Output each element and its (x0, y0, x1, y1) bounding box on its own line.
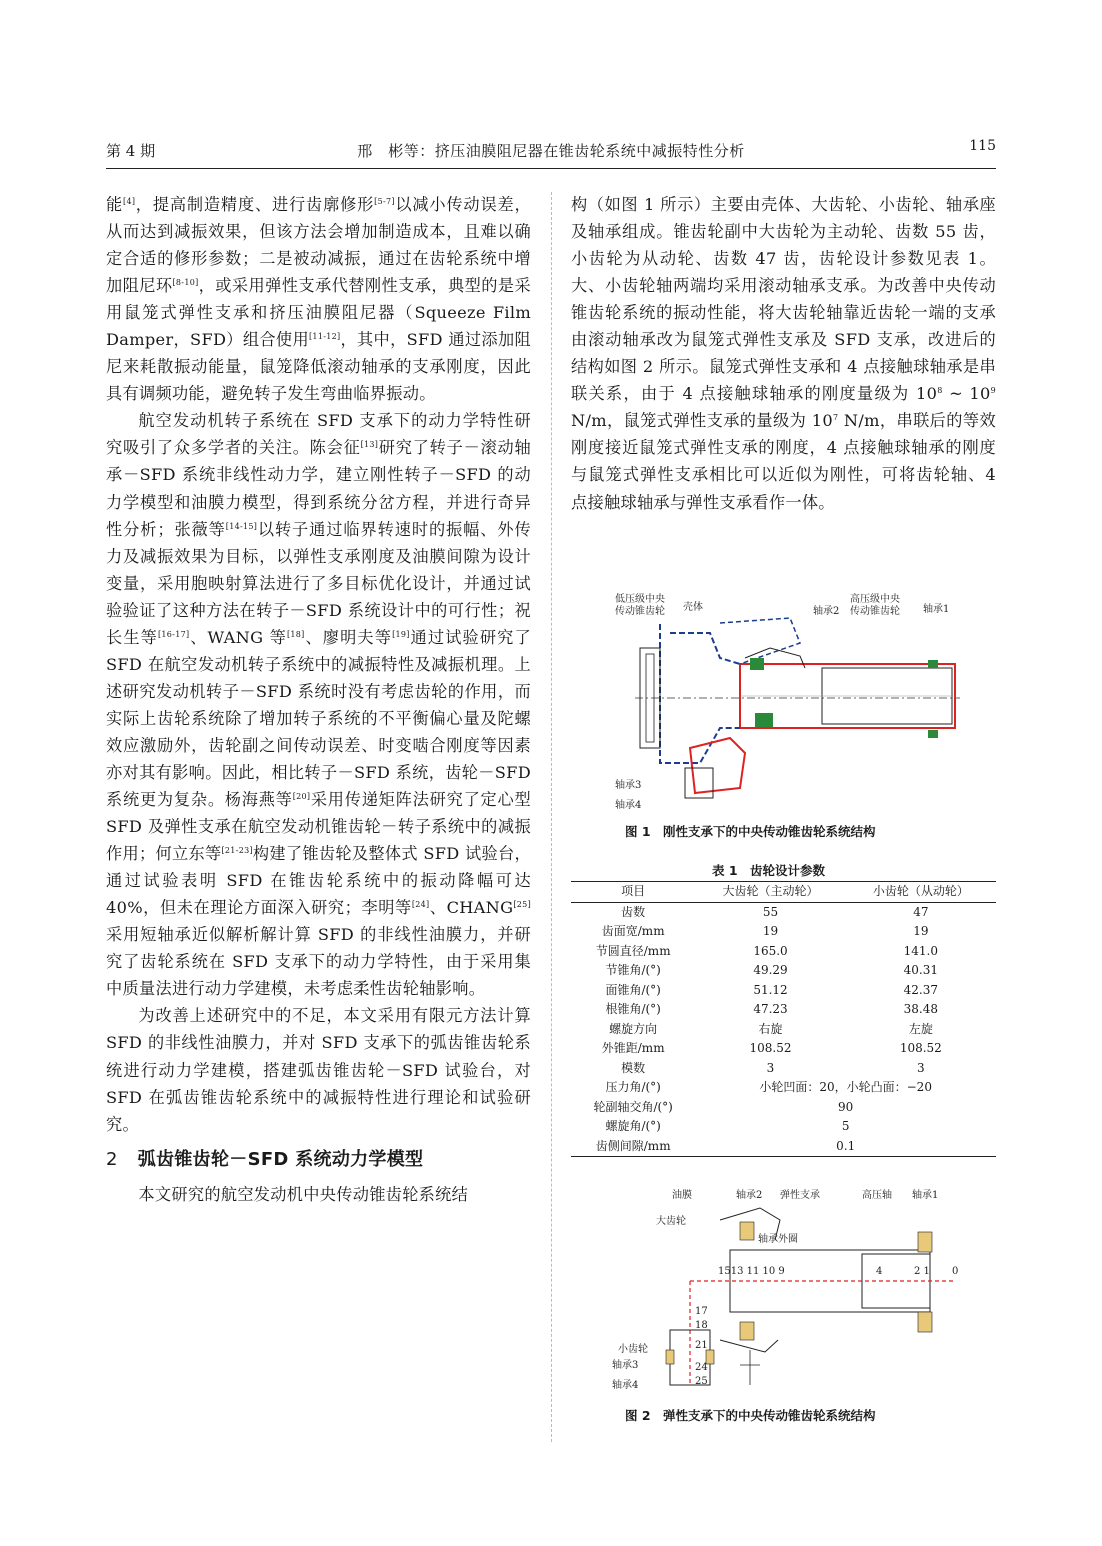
column-divider (551, 192, 552, 1442)
header-rule (106, 168, 996, 169)
fig2-node-0: 0 (952, 1266, 959, 1277)
right-column (571, 191, 996, 516)
table-row: 齿面宽/mm 19 19 (601, 924, 929, 938)
fig2-node-18: 18 (695, 1320, 708, 1331)
fig2-label-hpshaft: 高压轴 (862, 1190, 892, 1201)
fig2-label-bearing4: 轴承4 (612, 1380, 639, 1391)
issue-number: 第 4 期 (106, 142, 156, 160)
fig1-label-hp2: 传动锥齿轮 (850, 606, 900, 617)
fig1-label-hp: 高压级中央 (850, 594, 900, 605)
fig2-node-4: 4 (876, 1266, 883, 1277)
section-title: 弧齿锥齿轮－SFD 系统动力学模型 (137, 1148, 424, 1170)
figure-2-caption: 图 2 弹性支承下的中央传动锥齿轮系统结构 (625, 1408, 876, 1423)
fig2-label-film: 油膜 (672, 1190, 692, 1201)
running-title: 邢 彬等：挤压油膜阻尼器在锥齿轮系统中减振特性分析 (357, 142, 745, 160)
table-row: 螺旋方向 右旋 左旋 (609, 1021, 933, 1036)
fig1-label-bearing4: 轴承4 (615, 800, 642, 811)
figure-1-caption: 图 1 刚性支承下的中央传动锥齿轮系统结构 (625, 824, 876, 839)
page-number: 115 (969, 138, 996, 154)
fig2-node-24: 24 (695, 1362, 708, 1373)
fig1-label-bearing2: 轴承2 (813, 606, 840, 617)
fig1-label-housing: 壳体 (683, 602, 703, 613)
table-header-pinion: 小齿轮（从动轮） (846, 882, 996, 903)
table-row: 螺旋角/(°) 5 (605, 1119, 850, 1133)
paragraph-2: 航空发动机转子系统在 SFD 支承下的动力学特性研究吸引了众多学者的关注。陈会征[13]研究了转子－滚动轴承－SFD 系统非线性动力学，建立刚性转子－SFD 的动力学模型和油膜力模型，得到系统分岔方程，并进行奇异性分析；张薇等[14-15]以转子通过临界转速时的振幅、外传力及减振效果为目标，以弹性支承刚度及油膜间隙为设计变量，采用胞映射算法进行了多目标优化设计，并通过试验验证了这种方法在转子－SFD 系统设计中的可行性；祝长生等[16-17]、WANG 等[18]、廖明夫等[19]通过试验研究了 SFD 在航空发动机转子系统中的减振特性及减振机理。上述研究发动机转子－SFD 系统时没有考虑齿轮的作用，而实际上齿轮系统除了增加转子系统的不平衡偏心量及陀螺效应激励外，齿轮副之间传动误差、时变啮合刚度等因素亦对其有影响。因此，相比转子－SFD 系统，齿轮－SFD 系统更为复杂。杨海燕等[20]采用传递矩阵法研究了定心型 SFD 及弹性支承在航空发动机锥齿轮－转子系统中的减振作用；何立东等[21-23]构建了锥齿轮及整体式 SFD 试验台，通过试验表明 SFD 在锥齿轮系统中的振动降幅可达 40%，但未在理论方面深入研究；李明等[24]、CHANG[25]采用短轴承近似解析解计算 SFD 的非线性油膜力，并研究了齿轮系统在 SFD 支承下的动力学特性，由于采用集中质量法进行动力学建模，未考虑柔性齿轮轴影响。 (106, 411, 531, 999)
table-1-title: 表 1 齿轮设计参数 (712, 863, 826, 878)
fig2-label-outer: 轴承外圈 (758, 1234, 798, 1245)
running-header (106, 138, 996, 164)
fig2-node-21: 21 (695, 1340, 708, 1351)
table-row: 面锥角/(°) 51.12 42.37 (605, 982, 938, 997)
fig2-label-pinion: 小齿轮 (618, 1344, 648, 1355)
table-row: 节锥角/(°) 49.29 40.31 (605, 963, 938, 977)
fig1-label-lp2: 传动锥齿轮 (615, 606, 665, 617)
fig1-label-lp: 低压级中央 (615, 594, 665, 605)
fig2-label-elastic: 弹性支承 (780, 1190, 820, 1201)
figure-1-drawing (600, 588, 980, 814)
table-row: 齿数 55 47 (621, 904, 929, 919)
fig2-label-bearing2: 轴承2 (736, 1190, 763, 1201)
table-row: 模数 3 3 (621, 1060, 925, 1075)
fig2-label-bearing3: 轴承3 (612, 1360, 639, 1371)
table-row: 齿侧间隙/mm 0.1 (571, 1137, 996, 1157)
table-row: 节圆直径/mm 165.0 141.0 (595, 943, 938, 958)
fig1-label-bearing3: 轴承3 (615, 780, 642, 791)
fig2-nodes-left: 1513 11 10 9 (718, 1266, 785, 1277)
table-row: 外锥距/mm 108.52 108.52 (601, 1041, 942, 1055)
fig2-node-2-1: 2 1 (914, 1266, 930, 1277)
figure-2-drawing (600, 1180, 970, 1395)
section-number: 2 (106, 1148, 118, 1170)
table-header-item: 项目 (571, 882, 695, 903)
paragraph-right-1: 构（如图 1 所示）主要由壳体、大齿轮、小齿轮、轴承座及轴承组成。锥齿轮副中大齿轮为主动轮、齿数 55 齿，小齿轮为从动轮、齿数 47 齿，齿轮设计参数见表 1。大、小齿轮轴两端均采用滚动轴承支承。为改善中央传动锥齿轮系统的振动性能，将大齿轮轴靠近齿轮一端的支承由滚动轴承改为鼠笼式弹性支承及 SFD 支承，改进后的结构如图 2 所示。鼠笼式弹性支承和 4 点接触球轴承是串联关系，由于 4 点接触球轴承的刚度量级为 $10^8$ ~ $10^9$ N/m，鼠笼式弹性支承的量级为 $10^7$ N/m，串联后的等效刚度接近鼠笼式弹性支承的刚度，4 点接触球轴承的刚度与鼠笼式弹性支承相比可以近似为刚性，可将齿轮轴、4 点接触球轴承与弹性支承看作一体。 (571, 195, 996, 512)
fig2-node-17: 17 (695, 1306, 708, 1317)
left-column (106, 191, 531, 1208)
table-row: 压力角/(°) 小轮凹面：20，小轮凸面：−20 (605, 1080, 932, 1094)
fig2-label-bearing1: 轴承1 (912, 1190, 939, 1201)
fig2-node-25: 25 (695, 1376, 708, 1387)
table-row: 轮副轴交角/(°) 90 (593, 1099, 854, 1114)
section-heading (106, 1146, 531, 1173)
table-row: 根锥角/(°) 47.23 38.48 (605, 1002, 938, 1016)
fig1-label-bearing1: 轴承1 (923, 604, 950, 615)
table-1 (571, 881, 996, 1157)
table-header-gear: 大齿轮（主动轮） (695, 882, 845, 903)
paragraph-3: 为改善上述研究中的不足，本文采用有限元方法计算 SFD 的非线性油膜力，并对 SFD 支承下的弧齿锥齿轮系统进行动力学建模，搭建弧齿锥齿轮－SFD 试验台，对 SFD 在弧齿锥齿轮系统中的减振特性进行理论和试验研究。 (106, 1006, 531, 1134)
fig2-label-gear: 大齿轮 (656, 1216, 686, 1227)
paragraph-4: 本文研究的航空发动机中央传动锥齿轮系统结 (138, 1184, 469, 1204)
paragraph-1: 能[4]，提高制造精度、进行齿廓修形[5-7]以减小传动误差，从而达到减振效果，但该方法会增加制造成本，且难以确定合适的修形参数；二是被动减振，通过在齿轮系统中增加阻尼环[8-10]，或采用弹性支承代替刚性支承，典型的是采用鼠笼式弹性支承和挤压油膜阻尼器（Squeeze Film Damper，SFD）组合使用[11-12]，其中，SFD 通过添加阻尼来耗散振动能量，鼠笼降低滚动轴承的支承刚度，因此具有调频功能，避免转子发生弯曲临界振动。 (106, 195, 531, 404)
